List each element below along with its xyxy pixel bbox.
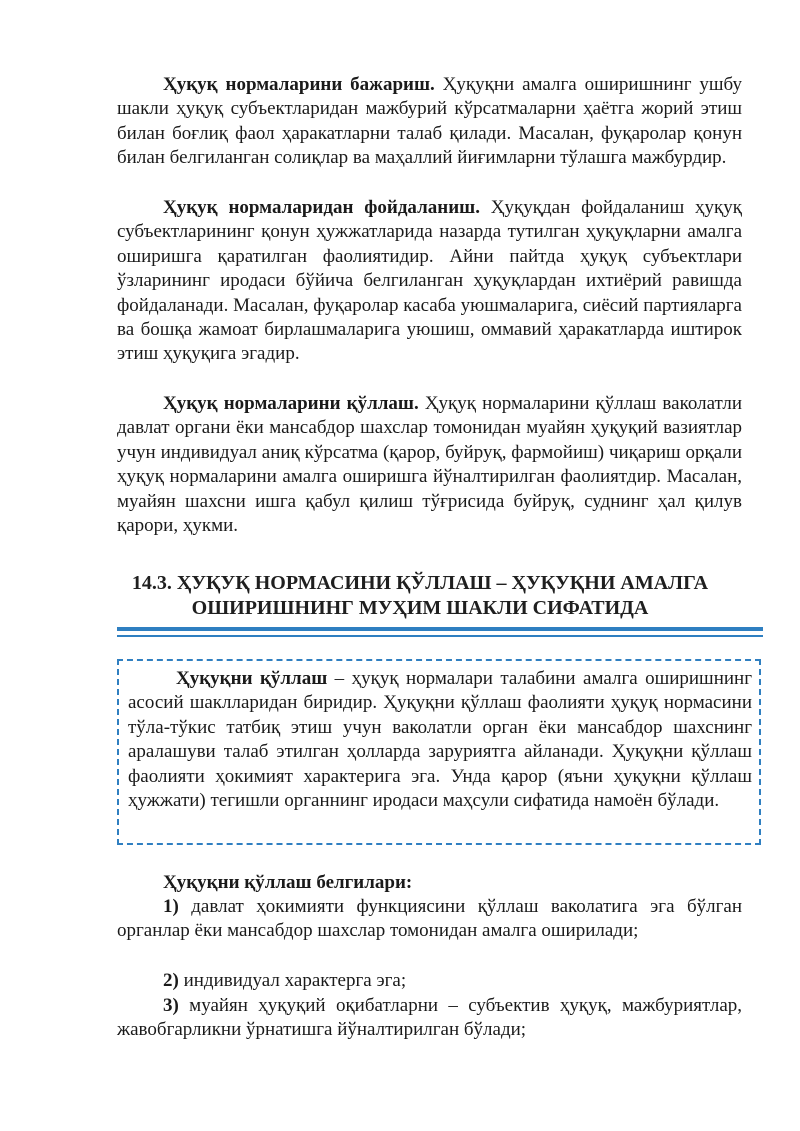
paragraph-title: Ҳуқуқ нормаларини қўллаш. — [163, 393, 419, 414]
paragraph-use — [117, 196, 742, 367]
definition-text — [128, 667, 752, 813]
list-item-number: 3) — [163, 995, 179, 1016]
paragraph-execution — [117, 73, 742, 171]
section-heading-line-1: 14.3. ҲУҚУҚ НОРМАСИНИ ҚЎЛЛАШ – ҲУҚУҚНИ АМАЛГА — [131, 572, 709, 594]
list-item-text: муайян ҳуқуқий оқибатларни – субъектив ҳуқуқ, мажбуриятлар, жавобгарликни ўрнатишга йўналтирилган бўлади; — [117, 995, 742, 1041]
list-item — [117, 969, 742, 993]
list-item — [117, 994, 742, 1043]
paragraph-text: Ҳуқуқдан фойдаланиш ҳуқуқ субъектларининг қонун ҳужжатларида назарда тутилган ҳуқуқларни амалга оширишга қаратилган фаолиятидир. Айни пайтда ҳуқуқ субъектлари ўзларининг иродаси бўйича белгиланган ҳуқуқлардан ихтиёрий равишда фойдаланади. Масалан, фуқаролар касаба уюшмаларига, сиёсий партияларга ва бошқа жамоат бирлашмаларига уюшиш, оммавий ҳаракатларда иштирок этиш ҳуқуқига эгадир. — [117, 197, 742, 365]
definition-body: – ҳуқуқ нормалари талабини амалга оширишнинг асосий шаклларидан биридир. Ҳуқуқни қўллаш фаолияти ҳуқуқ нормасини тўла-тўкис татбиқ этиш учун ваколатли орган ёки мансабдор шахснинг аралашуви талаб этилган ҳолларда заруриятга айланади. Ҳуқуқни қўллаш фаолияти ҳокимият характерига эга. Унда қарор (яъни ҳуқуқни қўллаш ҳужжати) тегишли органнинг иродаси маҳсули сифатида намоён бўлади. — [128, 668, 752, 812]
paragraph-application — [117, 392, 742, 538]
list-item-text: индивидуал характерга эга; — [178, 970, 407, 991]
section-heading-line-2: ОШИРИШНИНГ МУҲИМ ШАКЛИ СИФАТИДА — [191, 597, 649, 619]
features-heading: Ҳуқуқни қўллаш белгилари: — [163, 872, 413, 893]
list-item — [117, 895, 742, 944]
heading-rule-thin — [117, 635, 763, 637]
section-heading — [100, 571, 740, 621]
paragraph-text: Ҳуқуқни амалга оширишнинг ушбу шакли ҳуқуқ субъектларидан мажбурий кўрсатмаларни ҳаётга жорий этиш билан боғлиқ фаол ҳаракатларни талаб қилади. Масалан, фуқаролар қонун билан белгиланган солиқлар ва маҳаллий йиғимларни тўлашга мажбурдир. — [117, 74, 742, 169]
list-item-number: 1) — [163, 896, 179, 917]
paragraph-title: Ҳуқуқ нормаларидан фойдаланиш. — [163, 197, 480, 218]
heading-rule-thick — [117, 627, 763, 631]
definition-box — [117, 659, 761, 845]
list-item-text: давлат ҳокимияти функциясини қўллаш ваколатига эга бўлган органлар ёки мансабдор шахслар томонидан амалга оширилади; — [117, 896, 742, 942]
definition-term: Ҳуқуқни қўллаш — [176, 668, 328, 689]
paragraph-text: Ҳуқуқ нормаларини қўллаш ваколатли давлат органи ёки мансабдор шахслар томонидан муайян ҳуқуқий вазиятлар учун индивидуал аниқ кўрсатма (қарор, буйруқ, фармойиш) чиқариш орқали ҳуқуқ нормаларини амалга оширишга йўналтирилган фаолиятдир. Масалан, муайян шахсни ишга қабул қилиш тўғрисида буйруқ, суднинг ҳал қилув қарори, ҳукми. — [117, 393, 742, 537]
paragraph-title: Ҳуқуқ нормаларини бажариш. — [163, 74, 435, 95]
list-item-number: 2) — [163, 970, 179, 991]
